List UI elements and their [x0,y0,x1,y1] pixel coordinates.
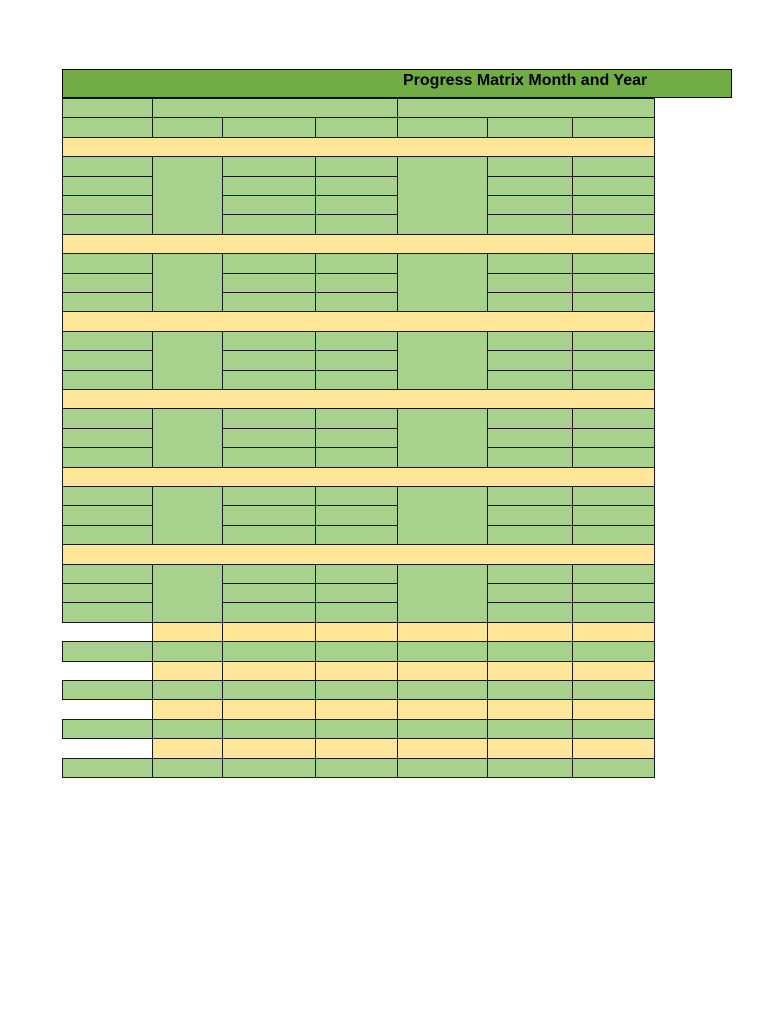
section-header-cell[interactable] [222,622,316,642]
column-header-2[interactable] [222,117,316,137]
hujra-progress-cell[interactable] [487,428,573,448]
row-label[interactable] [62,214,153,234]
section-header[interactable] [62,389,655,409]
frd-progress-cell[interactable] [222,292,316,312]
section-header-cell[interactable] [222,699,316,719]
hujra-percentage-cell[interactable] [572,408,655,428]
hujra-percentage-cell[interactable] [572,719,655,739]
section-header[interactable] [62,699,153,719]
hujra-progress-cell[interactable] [487,331,573,351]
section-header[interactable] [62,467,655,487]
row-label[interactable] [62,408,153,428]
hujra-percentage-cell[interactable] [572,214,655,234]
hujra-progress-cell[interactable] [487,273,573,293]
frd-target-cell[interactable] [152,758,223,778]
hujra-percentage-cell[interactable] [572,428,655,448]
hujra-target-cell[interactable] [397,719,488,739]
hujra-progress-cell[interactable] [487,370,573,390]
section-header-cell[interactable] [572,738,655,758]
frd-percentage-cell[interactable] [315,564,398,584]
row-label[interactable] [62,564,153,584]
hujra-percentage-cell[interactable] [572,680,655,700]
hujra-target-cell[interactable] [397,680,488,700]
row-label[interactable] [62,758,153,778]
hujra-target-merged-cell[interactable] [397,564,488,623]
hujra-progress-cell[interactable] [487,564,573,584]
column-header-4[interactable] [397,117,488,137]
row-label[interactable] [62,253,153,273]
section-header-cell[interactable] [572,699,655,719]
hujra-progress-cell[interactable] [487,447,573,467]
frd-percentage-cell[interactable] [315,195,398,215]
row-label[interactable] [62,583,153,603]
frd-percentage-cell[interactable] [315,758,398,778]
hujra-progress-cell[interactable] [487,408,573,428]
hujra-target-merged-cell[interactable] [397,486,488,545]
row-label[interactable] [62,719,153,739]
hujra-percentage-cell[interactable] [572,350,655,370]
frd-progress-cell[interactable] [222,273,316,293]
frd-percentage-cell[interactable] [315,525,398,545]
section-header-cell[interactable] [152,738,223,758]
frd-percentage-cell[interactable] [315,486,398,506]
hujra-percentage-cell[interactable] [572,447,655,467]
frd-percentage-cell[interactable] [315,428,398,448]
hujra-percentage-cell[interactable] [572,641,655,661]
row-label[interactable] [62,428,153,448]
row-label[interactable] [62,505,153,525]
row-label[interactable] [62,176,153,196]
section-header-cell[interactable] [487,738,573,758]
row-label[interactable] [62,156,153,176]
section-header[interactable] [62,738,153,758]
hujra-progress-cell[interactable] [487,641,573,661]
row-label[interactable] [62,641,153,661]
frd-progress-cell[interactable] [222,758,316,778]
frd-progress-cell[interactable] [222,214,316,234]
frd-progress-cell[interactable] [222,350,316,370]
hujra-target-merged-cell[interactable] [397,408,488,467]
frd-percentage-cell[interactable] [315,156,398,176]
frd-target-merged-cell[interactable] [152,253,223,312]
hujra-progress-cell[interactable] [487,176,573,196]
frd-percentage-cell[interactable] [315,273,398,293]
hujra-percentage-cell[interactable] [572,195,655,215]
group-header-frd[interactable] [152,98,398,118]
section-header[interactable] [62,137,655,157]
row-label[interactable] [62,370,153,390]
frd-progress-cell[interactable] [222,176,316,196]
hujra-progress-cell[interactable] [487,525,573,545]
row-label[interactable] [62,331,153,351]
hujra-target-cell[interactable] [397,758,488,778]
frd-percentage-cell[interactable] [315,176,398,196]
frd-percentage-cell[interactable] [315,214,398,234]
row-label[interactable] [62,195,153,215]
frd-target-merged-cell[interactable] [152,331,223,390]
hujra-target-merged-cell[interactable] [397,156,488,235]
section-header-cell[interactable] [487,699,573,719]
column-header-0[interactable] [62,117,153,137]
row-label[interactable] [62,447,153,467]
frd-target-merged-cell[interactable] [152,486,223,545]
column-header-1[interactable] [152,117,223,137]
frd-progress-cell[interactable] [222,505,316,525]
column-header-5[interactable] [487,117,573,137]
frd-progress-cell[interactable] [222,641,316,661]
hujra-percentage-cell[interactable] [572,273,655,293]
hujra-percentage-cell[interactable] [572,370,655,390]
row-label[interactable] [62,486,153,506]
row-label[interactable] [62,602,153,622]
column-header-3[interactable] [315,117,398,137]
frd-target-merged-cell[interactable] [152,564,223,623]
title-bar [62,69,732,98]
frd-progress-cell[interactable] [222,486,316,506]
section-header-cell[interactable] [397,661,488,681]
hujra-percentage-cell[interactable] [572,564,655,584]
frd-progress-cell[interactable] [222,583,316,603]
section-header-cell[interactable] [397,622,488,642]
section-header-cell[interactable] [397,699,488,719]
frd-target-merged-cell[interactable] [152,156,223,235]
section-header-cell[interactable] [315,622,398,642]
hujra-progress-cell[interactable] [487,292,573,312]
frd-percentage-cell[interactable] [315,641,398,661]
hujra-percentage-cell[interactable] [572,176,655,196]
frd-percentage-cell[interactable] [315,292,398,312]
hujra-progress-cell[interactable] [487,505,573,525]
section-header[interactable] [62,622,153,642]
hujra-percentage-cell[interactable] [572,331,655,351]
hujra-percentage-cell[interactable] [572,583,655,603]
column-header-6[interactable] [572,117,655,137]
section-header-cell[interactable] [397,738,488,758]
row-label[interactable] [62,273,153,293]
hujra-progress-cell[interactable] [487,156,573,176]
hujra-percentage-cell[interactable] [572,758,655,778]
hujra-percentage-cell[interactable] [572,156,655,176]
frd-percentage-cell[interactable] [315,350,398,370]
frd-progress-cell[interactable] [222,719,316,739]
hujra-target-merged-cell[interactable] [397,253,488,312]
frd-percentage-cell[interactable] [315,447,398,467]
frd-progress-cell[interactable] [222,564,316,584]
section-header-cell[interactable] [152,661,223,681]
hujra-percentage-cell[interactable] [572,525,655,545]
hujra-percentage-cell[interactable] [572,253,655,273]
frd-progress-cell[interactable] [222,408,316,428]
frd-percentage-cell[interactable] [315,408,398,428]
frd-progress-cell[interactable] [222,253,316,273]
frd-progress-cell[interactable] [222,428,316,448]
row-label[interactable] [62,680,153,700]
section-header[interactable] [62,234,655,254]
section-header-cell[interactable] [152,622,223,642]
frd-progress-cell[interactable] [222,680,316,700]
section-header-cell[interactable] [315,738,398,758]
row-label[interactable] [62,292,153,312]
frd-progress-cell[interactable] [222,447,316,467]
section-header-cell[interactable] [487,661,573,681]
hujra-percentage-cell[interactable] [572,602,655,622]
hujra-progress-cell[interactable] [487,583,573,603]
frd-percentage-cell[interactable] [315,370,398,390]
hujra-progress-cell[interactable] [487,214,573,234]
section-header[interactable] [62,544,655,564]
frd-percentage-cell[interactable] [315,331,398,351]
frd-progress-cell[interactable] [222,156,316,176]
frd-percentage-cell[interactable] [315,719,398,739]
frd-progress-cell[interactable] [222,602,316,622]
frd-percentage-cell[interactable] [315,253,398,273]
frd-percentage-cell[interactable] [315,583,398,603]
row-label[interactable] [62,350,153,370]
hujra-target-cell[interactable] [397,641,488,661]
frd-percentage-cell[interactable] [315,680,398,700]
hujra-target-merged-cell[interactable] [397,331,488,390]
section-header-cell[interactable] [315,699,398,719]
section-header-cell[interactable] [572,622,655,642]
hujra-progress-cell[interactable] [487,253,573,273]
frd-progress-cell[interactable] [222,525,316,545]
hujra-progress-cell[interactable] [487,350,573,370]
page-title: Progress Matrix Month and Year [403,72,648,89]
frd-percentage-cell[interactable] [315,505,398,525]
hujra-progress-cell[interactable] [487,602,573,622]
section-header-cell[interactable] [315,661,398,681]
frd-progress-cell[interactable] [222,370,316,390]
frd-target-cell[interactable] [152,719,223,739]
hujra-percentage-cell[interactable] [572,505,655,525]
section-header-cell[interactable] [222,738,316,758]
section-header-cell[interactable] [222,661,316,681]
group-header-blank[interactable] [62,98,153,118]
section-header[interactable] [62,311,655,331]
hujra-progress-cell[interactable] [487,758,573,778]
hujra-progress-cell[interactable] [487,486,573,506]
frd-progress-cell[interactable] [222,331,316,351]
frd-target-cell[interactable] [152,641,223,661]
frd-target-cell[interactable] [152,680,223,700]
hujra-progress-cell[interactable] [487,195,573,215]
section-header-cell[interactable] [487,622,573,642]
section-header[interactable] [62,661,153,681]
section-header-cell[interactable] [572,661,655,681]
frd-progress-cell[interactable] [222,195,316,215]
hujra-progress-cell[interactable] [487,719,573,739]
group-header-hujra[interactable] [397,98,655,118]
frd-target-merged-cell[interactable] [152,408,223,467]
section-header-cell[interactable] [152,699,223,719]
hujra-percentage-cell[interactable] [572,292,655,312]
frd-percentage-cell[interactable] [315,602,398,622]
hujra-progress-cell[interactable] [487,680,573,700]
hujra-percentage-cell[interactable] [572,486,655,506]
row-label[interactable] [62,525,153,545]
